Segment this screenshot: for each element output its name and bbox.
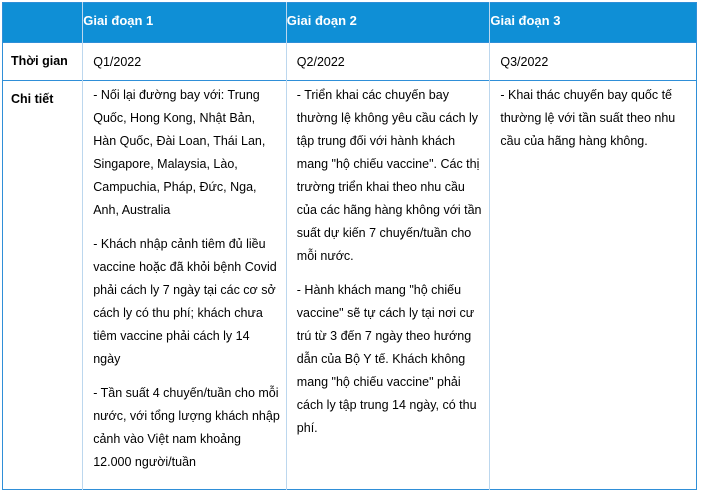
detail-phase-3-item: - Khai thác chuyến bay quốc tế thường lệ với tần suất theo nhu cầu của hãng hàng không.: [500, 88, 676, 148]
header-phase-3-label: Giai đoạn 3: [490, 13, 561, 28]
reopening-phases-table: [2, 2, 697, 490]
detail-phase-2-item: - Triển khai các chuyến bay thường lệ không yêu cầu cách ly tập trung đối với hành khách mang "hộ chiếu vaccine". Các thị trường triển khai theo nhu cầu của các hãng hàng không với tần suất dự kiến 7 chuyến/tuần cho mỗi nước.: [296, 88, 482, 263]
header-phase-3: [490, 3, 697, 43]
detail-phase-3-cell: [490, 81, 697, 490]
detail-label: Chi tiết: [11, 92, 54, 106]
phase-table-container: [2, 2, 697, 490]
detail-phase-2: [287, 81, 490, 440]
detail-phase-2-cell: [286, 81, 490, 490]
time-label: Thời gian: [11, 54, 68, 68]
time-phase-3: Q3/2022: [500, 55, 549, 69]
detail-phase-1-item: - Tần suất 4 chuyến/tuần cho mỗi nước, với tổng lượng khách nhập cảnh vào Việt nam khoảng 12.000 người/tuần: [93, 386, 280, 469]
time-phase-2-cell: [286, 43, 490, 81]
header-phase-1-label: Giai đoạn 1: [83, 13, 154, 28]
detail-label-cell: [3, 81, 83, 490]
time-phase-2: Q2/2022: [296, 55, 345, 69]
header-row: [3, 3, 697, 43]
detail-phase-1-item: - Khách nhập cảnh tiêm đủ liều vaccine hoặc đã khỏi bệnh Covid phải cách ly 7 ngày tại các cơ sở cách ly có thu phí; khách chưa tiêm vaccine phải cách ly 14 ngày: [93, 237, 277, 366]
detail-phase-1-item: - Nối lại đường bay với: Trung Quốc, Hong Kong, Nhật Bản, Hàn Quốc, Đài Loan, Thái Lan, Singapore, Malaysia, Lào, Campuchia, Pháp, Đức, Nga, Anh, Australia: [93, 88, 266, 217]
detail-row: [3, 81, 697, 490]
time-phase-1: Q1/2022: [93, 55, 142, 69]
detail-phase-1: [83, 81, 286, 474]
time-phase-3-cell: [490, 43, 697, 81]
detail-phase-2-item: - Hành khách mang "hộ chiếu vaccine" sẽ tự cách ly tại nơi cư trú từ 3 đến 7 ngày theo hướng dẫn của Bộ Y tế. Khách không mang "hộ chiếu vaccine" phải cách ly tập trung 14 ngày, có thu phí.: [296, 283, 477, 435]
time-row: [3, 43, 697, 81]
time-phase-1-cell: [83, 43, 287, 81]
header-phase-2-label: Giai đoạn 2: [286, 13, 357, 28]
header-phase-2: [286, 3, 490, 43]
detail-phase-3: [490, 81, 696, 153]
header-phase-1: [83, 3, 287, 43]
header-empty-cell: [3, 3, 83, 43]
detail-phase-1-cell: [83, 81, 287, 490]
time-label-cell: [3, 43, 83, 81]
